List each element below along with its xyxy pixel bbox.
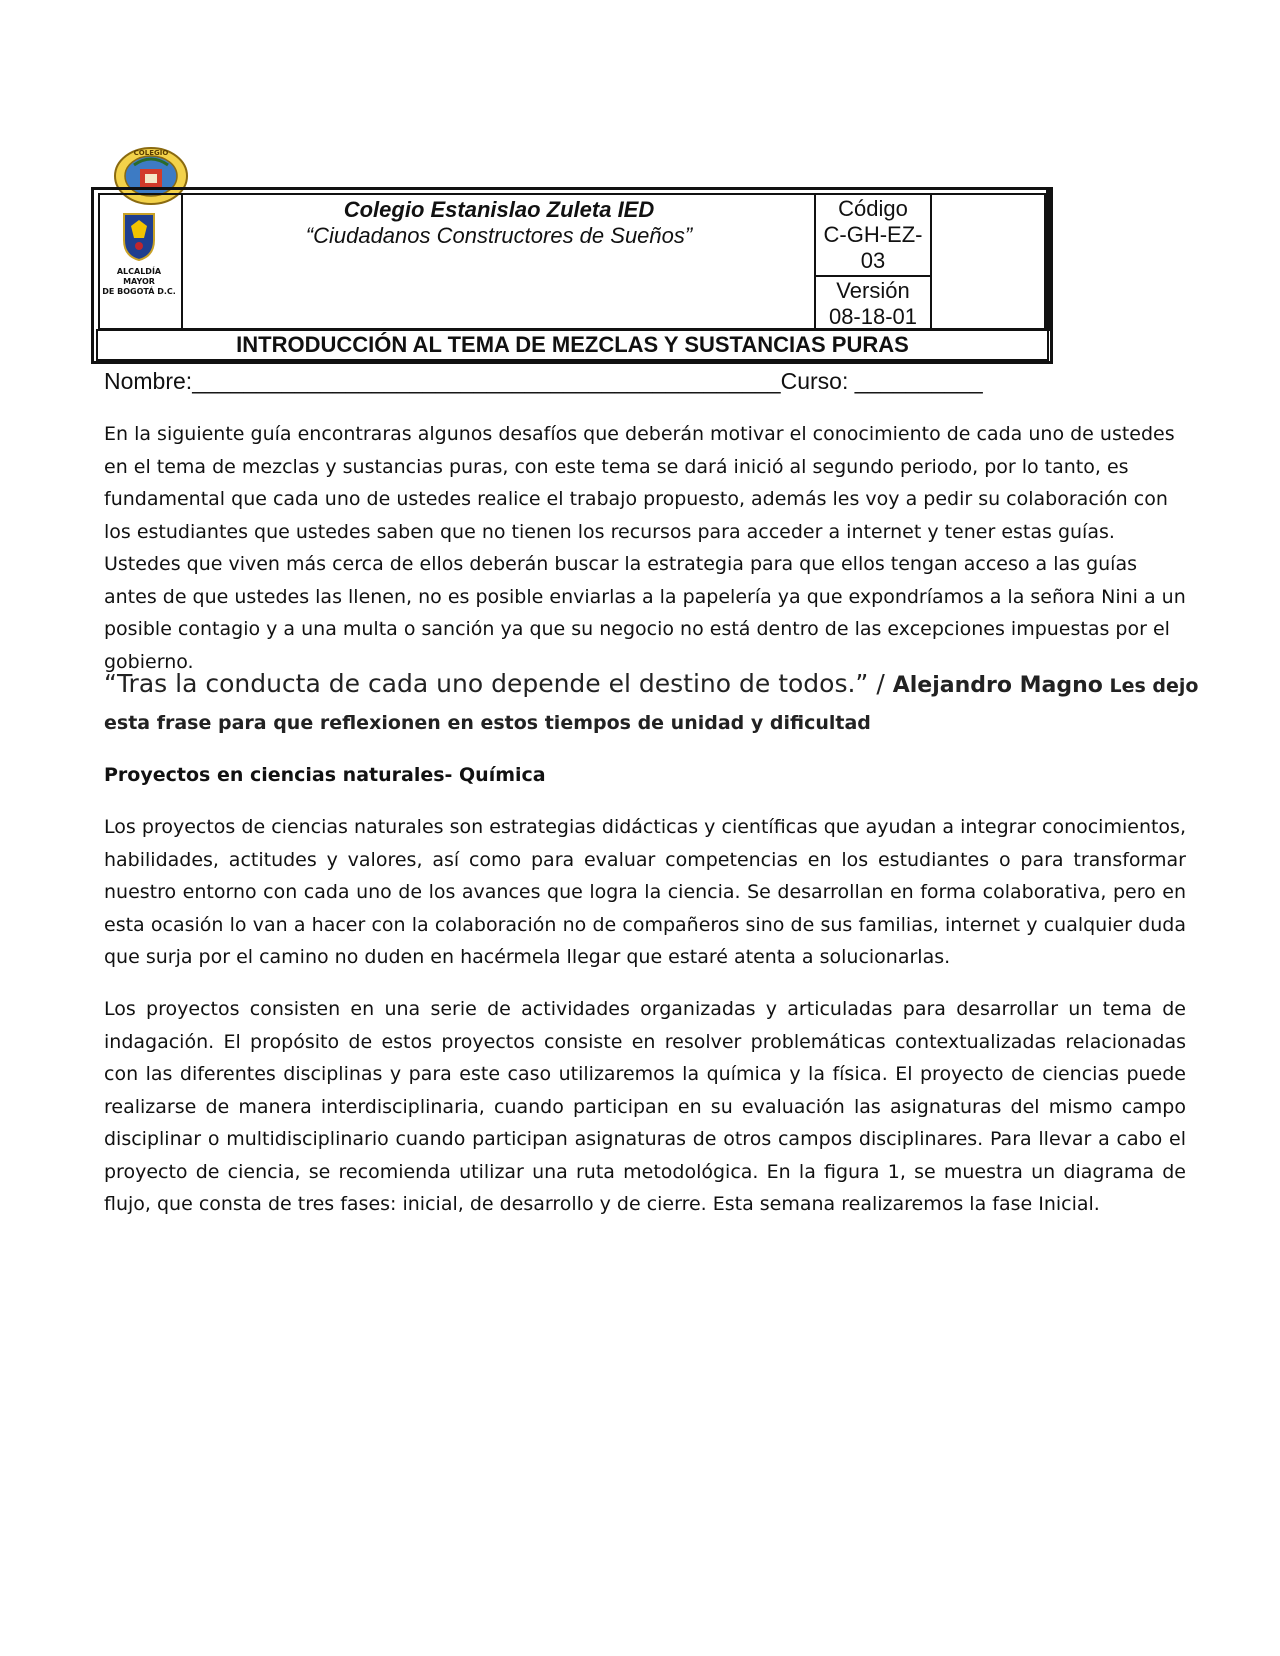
section-title: Proyectos en ciencias naturales- Química: [104, 764, 546, 786]
code-column-divider-left: [814, 193, 816, 330]
city-logo-line2: DE BOGOTÁ D.C.: [102, 287, 176, 296]
school-name: Colegio Estanislao Zuleta IED: [343, 197, 655, 222]
version-cell: [818, 278, 928, 330]
code-value-line1: C-GH-EZ-: [823, 222, 923, 247]
version-label: Versión: [836, 278, 910, 303]
intro-paragraph: En la siguiente guía encontraras algunos desafíos que deberán motivar el conocimiento de cada uno de ustedes en el tema de mezclas y sustancias puras, con este tema se dará inició al segundo periodo, por lo tanto, es fundamental que cada uno de ustedes realice el trabajo propuesto, además les voy a pedir su colaboración con los estudiantes que ustedes saben que no tienen los recursos para acceder a internet y tener estas guías. Ustedes que viven más cerca de ellos deberán buscar la estrategia para que ellos tengan acceso a las guías antes de que ustedes las llenen, no es posible enviarlas a la papelería ya que expondríamos a la señora Nini a un posible contagio y a una multa o sanción ya que su negocio no está dentro de las excepciones impuestas por el gobierno.: [104, 423, 1186, 673]
crest-text: COLEGIO: [133, 149, 169, 157]
paragraph-projects-definition: Los proyectos de ciencias naturales son estrategias didácticas y científicas que ayudan a integrar conocimientos, habilidades, actitudes y valores, así como para evaluar competencias en los estudiantes o para transformar nuestro entorno con cada uno de los avances que logra la ciencia. Se desarrollan en forma colaborativa, pero en esta ocasión lo van a hacer con la colaboración no de compañeros sino de sus familias, internet y cualquier duda que surja por el camino no duden en hacérmela llegar que estaré atenta a solucionarlas.: [104, 816, 1186, 968]
school-header: [184, 197, 814, 249]
quote-author: Alejandro Magno: [892, 673, 1103, 698]
right-border-thick: [1046, 187, 1050, 331]
quote-text: “Tras la conducta de cada uno depende el destino de todos.” /: [104, 669, 893, 698]
code-label: Código: [838, 196, 908, 221]
version-value: 08-18-01: [828, 304, 918, 329]
city-logo-line1: ALCALDÍA MAYOR: [116, 267, 162, 286]
quote-note: Les dejo esta frase para que reflexionen en estos tiempos de unidad y dificultad: [104, 675, 1199, 734]
code-column-divider-right: [930, 193, 932, 330]
school-motto: “Ciudadanos Constructores de Sueños”: [305, 223, 693, 248]
logo-column-divider: [181, 193, 183, 330]
code-value-line2: 03: [860, 248, 886, 273]
paragraph-projects-description: Los proyectos consisten en una serie de actividades organizadas y articuladas para desarrollar un tema de indagación. El propósito de estos proyectos consiste en resolver problemáticas contextualizadas relacionadas con las diferentes disciplinas y para este caso utilizaremos la química y la física. El proyecto de ciencias puede realizarse de manera interdisciplinaria, cuando participan en su evaluación las asignaturas del mismo campo disciplinar o multidisciplinario cuando participan asignaturas de otros campos disciplinares. Para llevar a cabo el proyecto de ciencia, se recomienda utilizar una ruta metodológica. En la figura 1, se muestra un diagrama de flujo, que consta de tres fases: inicial, de desarrollo y de cierre. Esta semana realizaremos la fase Inicial.: [104, 998, 1186, 1215]
document-title: INTRODUCCIÓN AL TEMA DE MEZCLAS Y SUSTANCIAS PURAS: [96, 329, 1049, 361]
code-version-divider: [814, 275, 932, 277]
name-course-line: Nombre:______________________________________________Curso: __________: [104, 368, 983, 394]
quote-block: [104, 666, 1204, 742]
code-cell: [818, 196, 928, 274]
